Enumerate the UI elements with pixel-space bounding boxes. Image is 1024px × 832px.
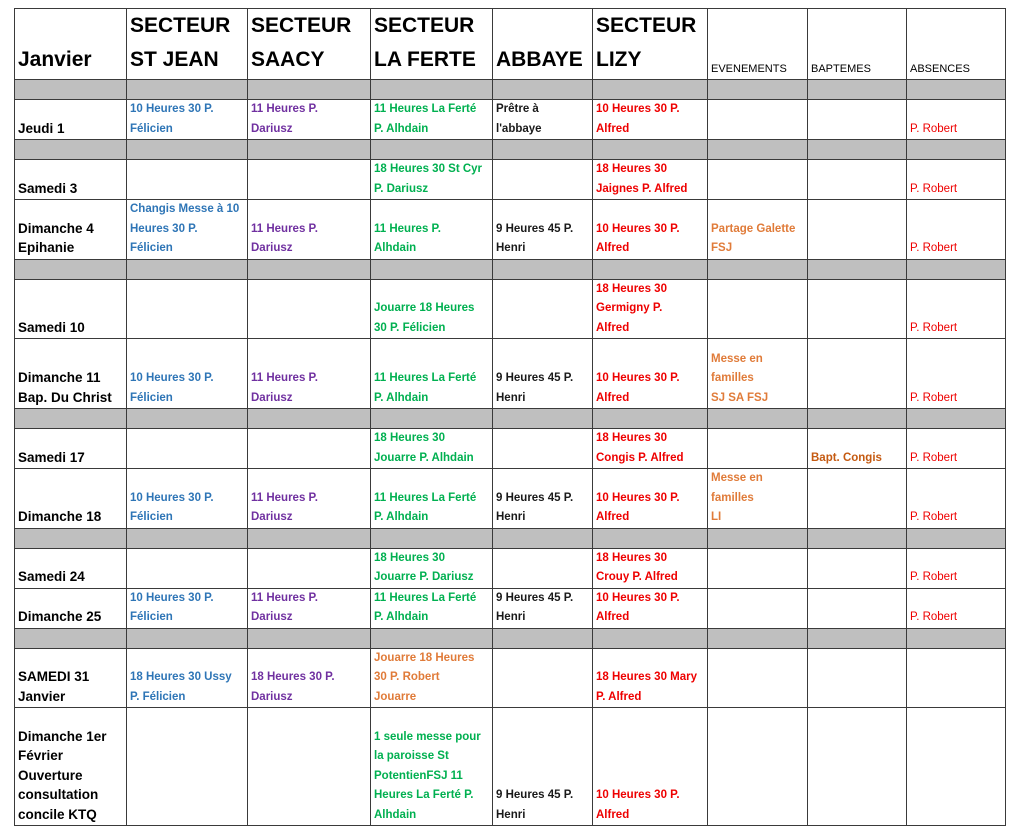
st-jean-cell xyxy=(127,708,248,826)
st-jean-cell: 10 Heures 30 P. Félicien xyxy=(127,100,248,140)
separator-cell xyxy=(371,259,493,279)
separator-cell xyxy=(493,80,593,100)
absences-cell: P. Robert xyxy=(907,429,1006,469)
day-label: Samedi 17 xyxy=(15,429,127,469)
separator-row xyxy=(15,528,1006,548)
separator-cell xyxy=(15,140,127,160)
abbaye-cell xyxy=(493,648,593,708)
separator-row xyxy=(15,259,1006,279)
separator-row xyxy=(15,80,1006,100)
separator-cell xyxy=(808,140,907,160)
separator-cell xyxy=(708,259,808,279)
baptemes-cell xyxy=(808,100,907,140)
la-ferte-cell: 18 Heures 30 St Cyr P. Dariusz xyxy=(371,160,493,200)
day-row xyxy=(15,100,1006,140)
separator-cell xyxy=(708,140,808,160)
separator-cell xyxy=(907,80,1006,100)
separator-cell xyxy=(493,628,593,648)
day-row xyxy=(15,160,1006,200)
day-row xyxy=(15,429,1006,469)
absences-cell: P. Robert xyxy=(907,100,1006,140)
separator-cell xyxy=(493,528,593,548)
evenements-cell: Messe en familles LI xyxy=(708,469,808,529)
separator-cell xyxy=(248,409,371,429)
separator-cell xyxy=(907,409,1006,429)
day-row xyxy=(15,469,1006,529)
saacy-cell xyxy=(248,429,371,469)
separator-cell xyxy=(371,80,493,100)
la-ferte-cell: 11 Heures La Ferté P. Alhdain xyxy=(371,339,493,409)
absences-cell: P. Robert xyxy=(907,588,1006,628)
lizy-cell: 10 Heures 30 P. Alfred xyxy=(593,588,708,628)
evenements-cell: Partage Galette FSJ xyxy=(708,200,808,260)
st-jean-cell xyxy=(127,548,248,588)
absences-cell: P. Robert xyxy=(907,200,1006,260)
baptemes-cell xyxy=(808,708,907,826)
separator-cell xyxy=(127,528,248,548)
mass-schedule-table xyxy=(14,8,1006,826)
separator-cell xyxy=(593,409,708,429)
separator-row xyxy=(15,409,1006,429)
separator-cell xyxy=(15,80,127,100)
lizy-cell: 10 Heures 30 P. Alfred xyxy=(593,339,708,409)
day-label: Dimanche 4 Epihanie xyxy=(15,200,127,260)
column-header-absences: ABSENCES xyxy=(907,9,1006,80)
st-jean-cell: Changis Messe à 10 Heures 30 P. Félicien xyxy=(127,200,248,260)
separator-cell xyxy=(493,259,593,279)
evenements-cell xyxy=(708,708,808,826)
day-row xyxy=(15,588,1006,628)
separator-cell xyxy=(127,628,248,648)
day-label: Dimanche 18 xyxy=(15,469,127,529)
separator-cell xyxy=(371,140,493,160)
evenements-cell xyxy=(708,429,808,469)
separator-cell xyxy=(15,259,127,279)
column-header-evenements: EVENEMENTS xyxy=(708,9,808,80)
abbaye-cell xyxy=(493,160,593,200)
absences-cell xyxy=(907,648,1006,708)
saacy-cell xyxy=(248,160,371,200)
saacy-cell xyxy=(248,548,371,588)
separator-cell xyxy=(15,628,127,648)
separator-cell xyxy=(593,259,708,279)
saacy-cell xyxy=(248,279,371,339)
saacy-cell: 11 Heures P. Dariusz xyxy=(248,588,371,628)
baptemes-cell xyxy=(808,160,907,200)
lizy-cell: 10 Heures 30 P. Alfred xyxy=(593,708,708,826)
absences-cell xyxy=(907,708,1006,826)
separator-cell xyxy=(127,140,248,160)
column-header-st-jean: SECTEUR ST JEAN xyxy=(127,9,248,80)
lizy-cell: 10 Heures 30 P. Alfred xyxy=(593,200,708,260)
baptemes-cell xyxy=(808,279,907,339)
la-ferte-cell: 11 Heures La Ferté P. Alhdain xyxy=(371,100,493,140)
abbaye-cell xyxy=(493,429,593,469)
lizy-cell: 18 Heures 30 Congis P. Alfred xyxy=(593,429,708,469)
abbaye-cell: 9 Heures 45 P. Henri xyxy=(493,588,593,628)
separator-cell xyxy=(808,80,907,100)
la-ferte-cell: Jouarre 18 Heures 30 P. Félicien xyxy=(371,279,493,339)
separator-cell xyxy=(808,259,907,279)
lizy-cell: 10 Heures 30 P. Alfred xyxy=(593,469,708,529)
day-label: Samedi 10 xyxy=(15,279,127,339)
separator-cell xyxy=(493,409,593,429)
lizy-cell: 18 Heures 30 Crouy P. Alfred xyxy=(593,548,708,588)
abbaye-cell: 9 Heures 45 P. Henri xyxy=(493,708,593,826)
abbaye-cell xyxy=(493,279,593,339)
la-ferte-cell: 1 seule messe pour la paroisse St PotentienFSJ 11 Heures La Ferté P. Alhdain xyxy=(371,708,493,826)
day-label: Samedi 24 xyxy=(15,548,127,588)
evenements-cell xyxy=(708,548,808,588)
day-label: SAMEDI 31 Janvier xyxy=(15,648,127,708)
saacy-cell: 11 Heures P. Dariusz xyxy=(248,100,371,140)
la-ferte-cell: Jouarre 18 Heures 30 P. Robert Jouarre xyxy=(371,648,493,708)
absences-cell: P. Robert xyxy=(907,279,1006,339)
la-ferte-cell: 11 Heures P. Alhdain xyxy=(371,200,493,260)
evenements-cell xyxy=(708,588,808,628)
absences-cell: P. Robert xyxy=(907,548,1006,588)
baptemes-cell xyxy=(808,200,907,260)
month-header: Janvier xyxy=(15,9,127,80)
st-jean-cell xyxy=(127,429,248,469)
separator-cell xyxy=(593,628,708,648)
st-jean-cell xyxy=(127,279,248,339)
separator-cell xyxy=(371,409,493,429)
absences-cell: P. Robert xyxy=(907,469,1006,529)
separator-cell xyxy=(708,528,808,548)
column-header-la-ferte: SECTEUR LA FERTE xyxy=(371,9,493,80)
separator-cell xyxy=(248,80,371,100)
abbaye-cell: 9 Heures 45 P. Henri xyxy=(493,339,593,409)
baptemes-cell xyxy=(808,548,907,588)
evenements-cell xyxy=(708,160,808,200)
separator-cell xyxy=(248,140,371,160)
lizy-cell: 18 Heures 30 Mary P. Alfred xyxy=(593,648,708,708)
separator-cell xyxy=(127,80,248,100)
separator-cell xyxy=(708,409,808,429)
day-label: Dimanche 25 xyxy=(15,588,127,628)
baptemes-cell xyxy=(808,469,907,529)
la-ferte-cell: 18 Heures 30 Jouarre P. Dariusz xyxy=(371,548,493,588)
separator-cell xyxy=(907,259,1006,279)
abbaye-cell: Prêtre à l'abbaye xyxy=(493,100,593,140)
st-jean-cell: 10 Heures 30 P. Félicien xyxy=(127,588,248,628)
separator-cell xyxy=(708,80,808,100)
separator-cell xyxy=(808,409,907,429)
separator-cell xyxy=(248,528,371,548)
la-ferte-cell: 11 Heures La Ferté P. Alhdain xyxy=(371,469,493,529)
separator-cell xyxy=(907,140,1006,160)
column-header-lizy: SECTEUR LIZY xyxy=(593,9,708,80)
st-jean-cell: 18 Heures 30 Ussy P. Félicien xyxy=(127,648,248,708)
header-row xyxy=(15,9,1006,80)
lizy-cell: 10 Heures 30 P. Alfred xyxy=(593,100,708,140)
separator-row xyxy=(15,628,1006,648)
separator-row xyxy=(15,140,1006,160)
separator-cell xyxy=(371,528,493,548)
evenements-cell xyxy=(708,100,808,140)
st-jean-cell xyxy=(127,160,248,200)
absences-cell: P. Robert xyxy=(907,160,1006,200)
saacy-cell: 11 Heures P. Dariusz xyxy=(248,200,371,260)
day-label: Dimanche 11 Bap. Du Christ xyxy=(15,339,127,409)
day-label: Samedi 3 xyxy=(15,160,127,200)
la-ferte-cell: 11 Heures La Ferté P. Alhdain xyxy=(371,588,493,628)
baptemes-cell: Bapt. Congis xyxy=(808,429,907,469)
separator-cell xyxy=(593,140,708,160)
separator-cell xyxy=(808,528,907,548)
st-jean-cell: 10 Heures 30 P. Félicien xyxy=(127,469,248,529)
column-header-abbaye: ABBAYE xyxy=(493,9,593,80)
separator-cell xyxy=(127,409,248,429)
separator-cell xyxy=(708,628,808,648)
evenements-cell xyxy=(708,279,808,339)
baptemes-cell xyxy=(808,339,907,409)
separator-cell xyxy=(593,528,708,548)
separator-cell xyxy=(248,259,371,279)
day-label: Jeudi 1 xyxy=(15,100,127,140)
day-row xyxy=(15,339,1006,409)
saacy-cell xyxy=(248,708,371,826)
separator-cell xyxy=(593,80,708,100)
la-ferte-cell: 18 Heures 30 Jouarre P. Alhdain xyxy=(371,429,493,469)
day-row xyxy=(15,279,1006,339)
baptemes-cell xyxy=(808,588,907,628)
saacy-cell: 11 Heures P. Dariusz xyxy=(248,469,371,529)
lizy-cell: 18 Heures 30 Jaignes P. Alfred xyxy=(593,160,708,200)
abbaye-cell: 9 Heures 45 P. Henri xyxy=(493,469,593,529)
separator-cell xyxy=(493,140,593,160)
day-label: Dimanche 1er Février Ouverture consultation concile KTQ xyxy=(15,708,127,826)
separator-cell xyxy=(371,628,493,648)
saacy-cell: 11 Heures P. Dariusz xyxy=(248,339,371,409)
saacy-cell: 18 Heures 30 P. Dariusz xyxy=(248,648,371,708)
separator-cell xyxy=(808,628,907,648)
separator-cell xyxy=(907,528,1006,548)
separator-cell xyxy=(15,409,127,429)
day-row xyxy=(15,548,1006,588)
evenements-cell xyxy=(708,648,808,708)
absences-cell: P. Robert xyxy=(907,339,1006,409)
abbaye-cell: 9 Heures 45 P. Henri xyxy=(493,200,593,260)
separator-cell xyxy=(248,628,371,648)
separator-cell xyxy=(907,628,1006,648)
day-row xyxy=(15,648,1006,708)
st-jean-cell: 10 Heures 30 P. Félicien xyxy=(127,339,248,409)
separator-cell xyxy=(15,528,127,548)
abbaye-cell xyxy=(493,548,593,588)
day-row xyxy=(15,708,1006,826)
baptemes-cell xyxy=(808,648,907,708)
column-header-baptemes: BAPTEMES xyxy=(808,9,907,80)
lizy-cell: 18 Heures 30 Germigny P. Alfred xyxy=(593,279,708,339)
day-row xyxy=(15,200,1006,260)
column-header-saacy: SECTEUR SAACY xyxy=(248,9,371,80)
evenements-cell: Messe en familles SJ SA FSJ xyxy=(708,339,808,409)
separator-cell xyxy=(127,259,248,279)
